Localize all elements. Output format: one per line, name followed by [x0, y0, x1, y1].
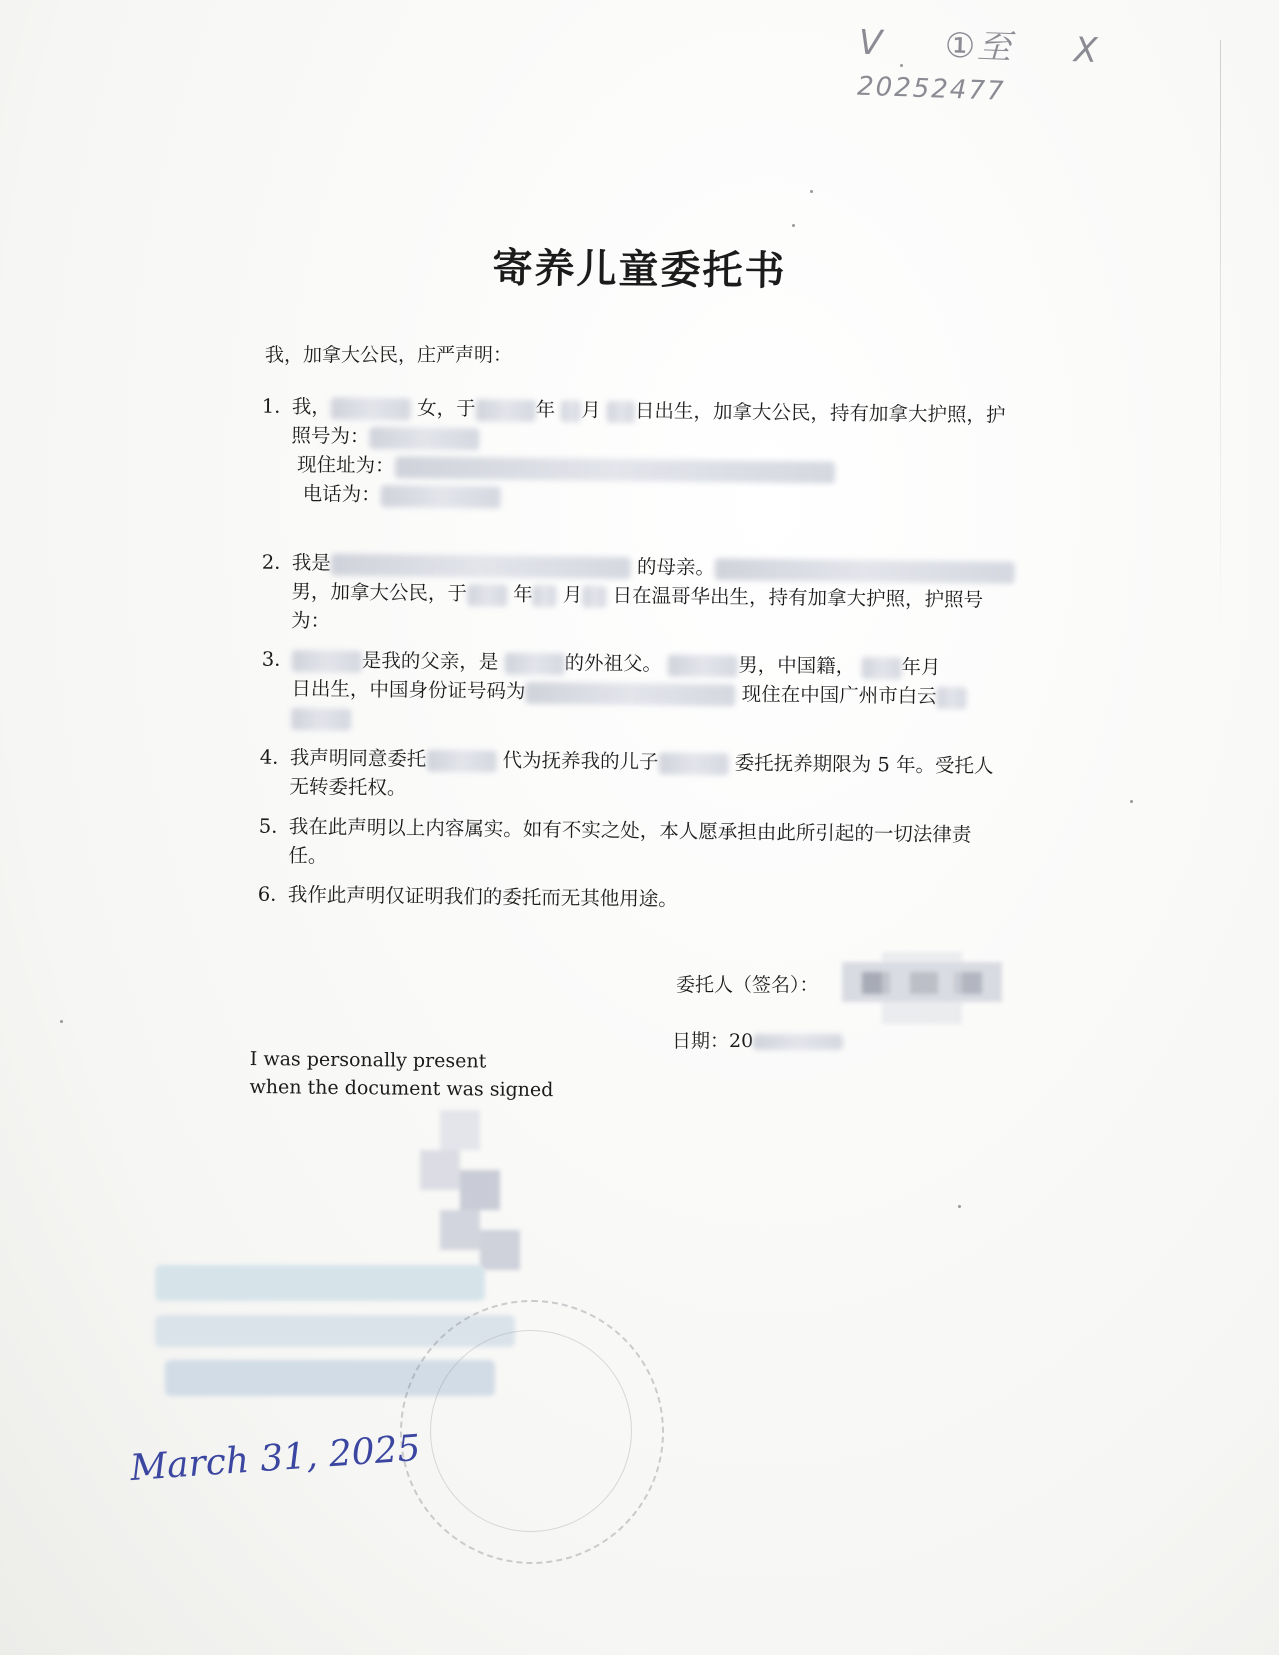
redaction-block [561, 400, 581, 422]
clause-line: 无转委托权。 [289, 774, 407, 800]
clause-2 [261, 548, 1015, 644]
scan-speck [60, 1020, 63, 1023]
redaction-block [331, 397, 411, 420]
redaction-block [937, 686, 967, 708]
signature-label: 委托人（签名）： [676, 974, 819, 996]
redaction-block [607, 400, 635, 422]
clause-line: 我， 女，于 年 月 日出生，加拿大公民，持有加拿大护照，护 [291, 394, 1006, 427]
date-label: 日期：20 [672, 1026, 843, 1053]
handwritten-date: March 31, 2025 [128, 1427, 422, 1490]
clause-line: 我声明同意委托 代为抚养我的儿子 委托抚养期限为 5 年。受托人 [289, 745, 994, 778]
clause-line: 我作此声明仅证明我们的委托而无其他用途。 [287, 882, 678, 911]
redaction-block [292, 649, 362, 672]
clause-line: 我是 的母亲。 [292, 548, 1016, 586]
redaction-block [525, 681, 735, 706]
clause-line: 是我的父亲，是 的外祖父。 男，中国籍， 年月 [292, 645, 968, 682]
redaction-block [582, 585, 606, 607]
document-title: 寄养儿童委托书 [492, 244, 787, 295]
witness-statement [249, 1045, 553, 1104]
clause-number: 3. [261, 647, 281, 671]
handwritten-top-notes [857, 15, 1279, 119]
page-edge-shadow [1220, 40, 1221, 640]
intro-statement: 我，加拿大公民，庄严声明： [265, 344, 513, 366]
clause-line: 电话为： [291, 479, 1005, 517]
redaction-block [533, 584, 557, 606]
clause-number: 5. [258, 814, 278, 838]
clause-5 [258, 812, 972, 878]
notary-seal-inner [430, 1330, 632, 1532]
redaction-block [715, 558, 1015, 584]
clause-line: 我在此声明以上内容属实。如有不实之处，本人愿承担由此所引起的一切法律责 [288, 814, 972, 847]
note-mark-4: 20252477 [856, 71, 1006, 107]
clause-line: 为： [290, 608, 331, 633]
redaction-block [394, 456, 834, 483]
redaction-block [369, 426, 479, 449]
signature-redaction [842, 952, 1002, 1024]
clause-6 [257, 880, 678, 914]
clause-line: 日出生，中国身份证号码为 现住在中国广州市白云 [291, 674, 967, 711]
redaction-block [331, 553, 631, 579]
redaction-block [753, 1034, 843, 1050]
redaction-block [658, 752, 728, 775]
witness-signature-redaction [420, 1110, 540, 1270]
redaction-block [668, 654, 738, 677]
redaction-block [291, 707, 351, 730]
redaction-block [426, 749, 496, 772]
redaction-block [861, 656, 901, 678]
clause-4 [259, 743, 994, 810]
witness-line-1: I was personally present [249, 1047, 487, 1073]
redaction-block [475, 399, 535, 422]
clause-3 [261, 645, 967, 740]
clause-number: 6. [257, 882, 277, 906]
clause-number: 1. [261, 394, 281, 418]
clause-number: 4. [259, 745, 279, 769]
note-mark-2: ①至 [944, 25, 1014, 69]
witness-line-2: when the document was signed [249, 1075, 554, 1102]
clause-line: 男，加拿大公民，于 年 月 日在温哥华出生，持有加拿大护照，护照号 [291, 579, 984, 612]
redaction-block [381, 485, 501, 508]
scan-speck [900, 64, 903, 67]
redaction-block [467, 584, 507, 606]
note-mark-1: V [858, 22, 885, 64]
scan-speck [792, 224, 795, 227]
clause-1 [261, 392, 1006, 517]
scan-speck [810, 190, 813, 193]
clause-line: 现住址为： [291, 450, 1005, 488]
clause-line: 照号为： [291, 421, 1005, 459]
note-mark-3: X [1073, 30, 1100, 72]
scan-speck [1130, 800, 1133, 803]
redaction-block [504, 652, 564, 675]
clause-line: 任。 [288, 843, 328, 868]
scan-speck [958, 1205, 961, 1208]
clause-number: 2. [261, 550, 281, 574]
